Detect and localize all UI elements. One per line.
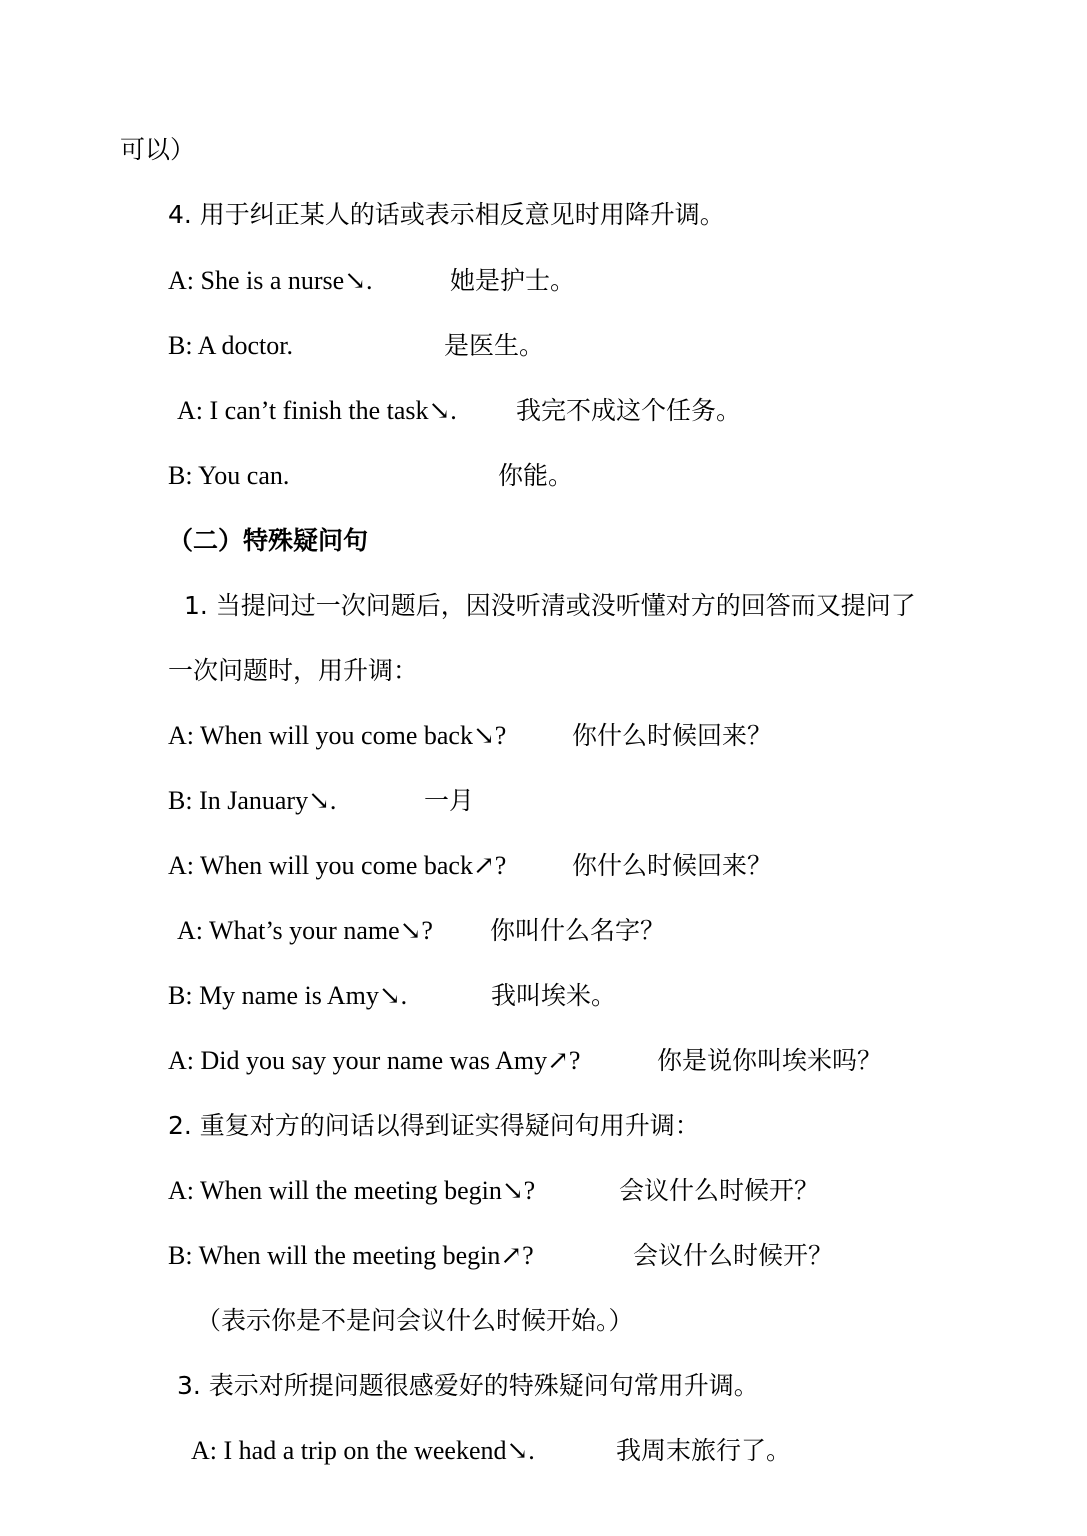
english-sentence: A: When will the meeting begin↘? xyxy=(168,1176,536,1205)
rule-2-heading: 2. 重复对方的问话以得到证实得疑问句用升调： xyxy=(168,1111,700,1140)
example-line xyxy=(191,1434,891,1468)
chinese-translation: 你能。 xyxy=(498,461,574,490)
section-heading: （二）特殊疑问句 xyxy=(168,526,369,555)
chinese-translation: 你叫什么名字？ xyxy=(490,916,666,945)
example-line xyxy=(177,914,777,948)
english-sentence: A: Did you say your name was Amy↗? xyxy=(168,1046,581,1075)
example-line xyxy=(168,329,768,363)
rule-1-heading: 1. 当提问过一次问题后，因没听清或没听懂对方的回答而又提问了 xyxy=(184,591,916,620)
english-sentence: B: My name is Amy↘. xyxy=(168,981,408,1010)
english-sentence: A: She is a nurse↘. xyxy=(168,266,373,295)
example-line xyxy=(168,459,768,493)
example-line xyxy=(168,1239,888,1273)
chinese-translation: 你是说你叫埃米吗？ xyxy=(657,1046,883,1075)
chinese-translation: 她是护士。 xyxy=(450,266,576,295)
example-line xyxy=(168,979,768,1013)
chinese-translation: 会议什么时候开？ xyxy=(619,1176,820,1205)
example-line xyxy=(168,1044,928,1078)
english-sentence: B: You can. xyxy=(168,461,290,490)
english-sentence: A: When will you come back↘? xyxy=(168,721,507,750)
english-sentence: A: I had a trip on the weekend↘. xyxy=(191,1436,535,1465)
example-line xyxy=(168,719,868,753)
chinese-translation: 我周末旅行了。 xyxy=(616,1436,792,1465)
rule-1-heading-continued: 一次问题时，用升调： xyxy=(168,656,419,685)
chinese-translation: 我叫埃米。 xyxy=(491,981,617,1010)
example-line xyxy=(168,264,768,298)
rule-4-heading: 4. 用于纠正某人的话或表示相反意见时用降升调。 xyxy=(168,200,725,229)
english-sentence: B: A doctor. xyxy=(168,331,293,360)
chinese-translation: 会议什么时候开？ xyxy=(633,1241,834,1270)
chinese-translation: 你什么时候回来？ xyxy=(572,851,773,880)
chinese-translation: 我完不成这个任务。 xyxy=(516,396,742,425)
english-sentence: B: When will the meeting begin↗? xyxy=(168,1241,534,1270)
example-line xyxy=(168,1174,888,1208)
english-sentence: A: I can’t finish the task↘. xyxy=(177,396,457,425)
english-sentence: A: When will you come back↗? xyxy=(168,851,507,880)
english-sentence: B: In January↘. xyxy=(168,786,337,815)
rule-3-heading: 3. 表示对所提问题很感爱好的特殊疑问句常用升调。 xyxy=(177,1371,759,1400)
chinese-translation: 一月 xyxy=(424,786,475,815)
chinese-translation: 你什么时候回来？ xyxy=(572,721,773,750)
example-line xyxy=(168,784,768,818)
explanation-note: （表示你是不是问会议什么时候开始。） xyxy=(196,1306,634,1335)
example-line xyxy=(168,849,868,883)
chinese-translation: 是医生。 xyxy=(444,331,545,360)
continuation-line: 可以） xyxy=(120,135,196,164)
english-sentence: A: What’s your name↘? xyxy=(177,916,433,945)
example-line xyxy=(177,394,827,428)
